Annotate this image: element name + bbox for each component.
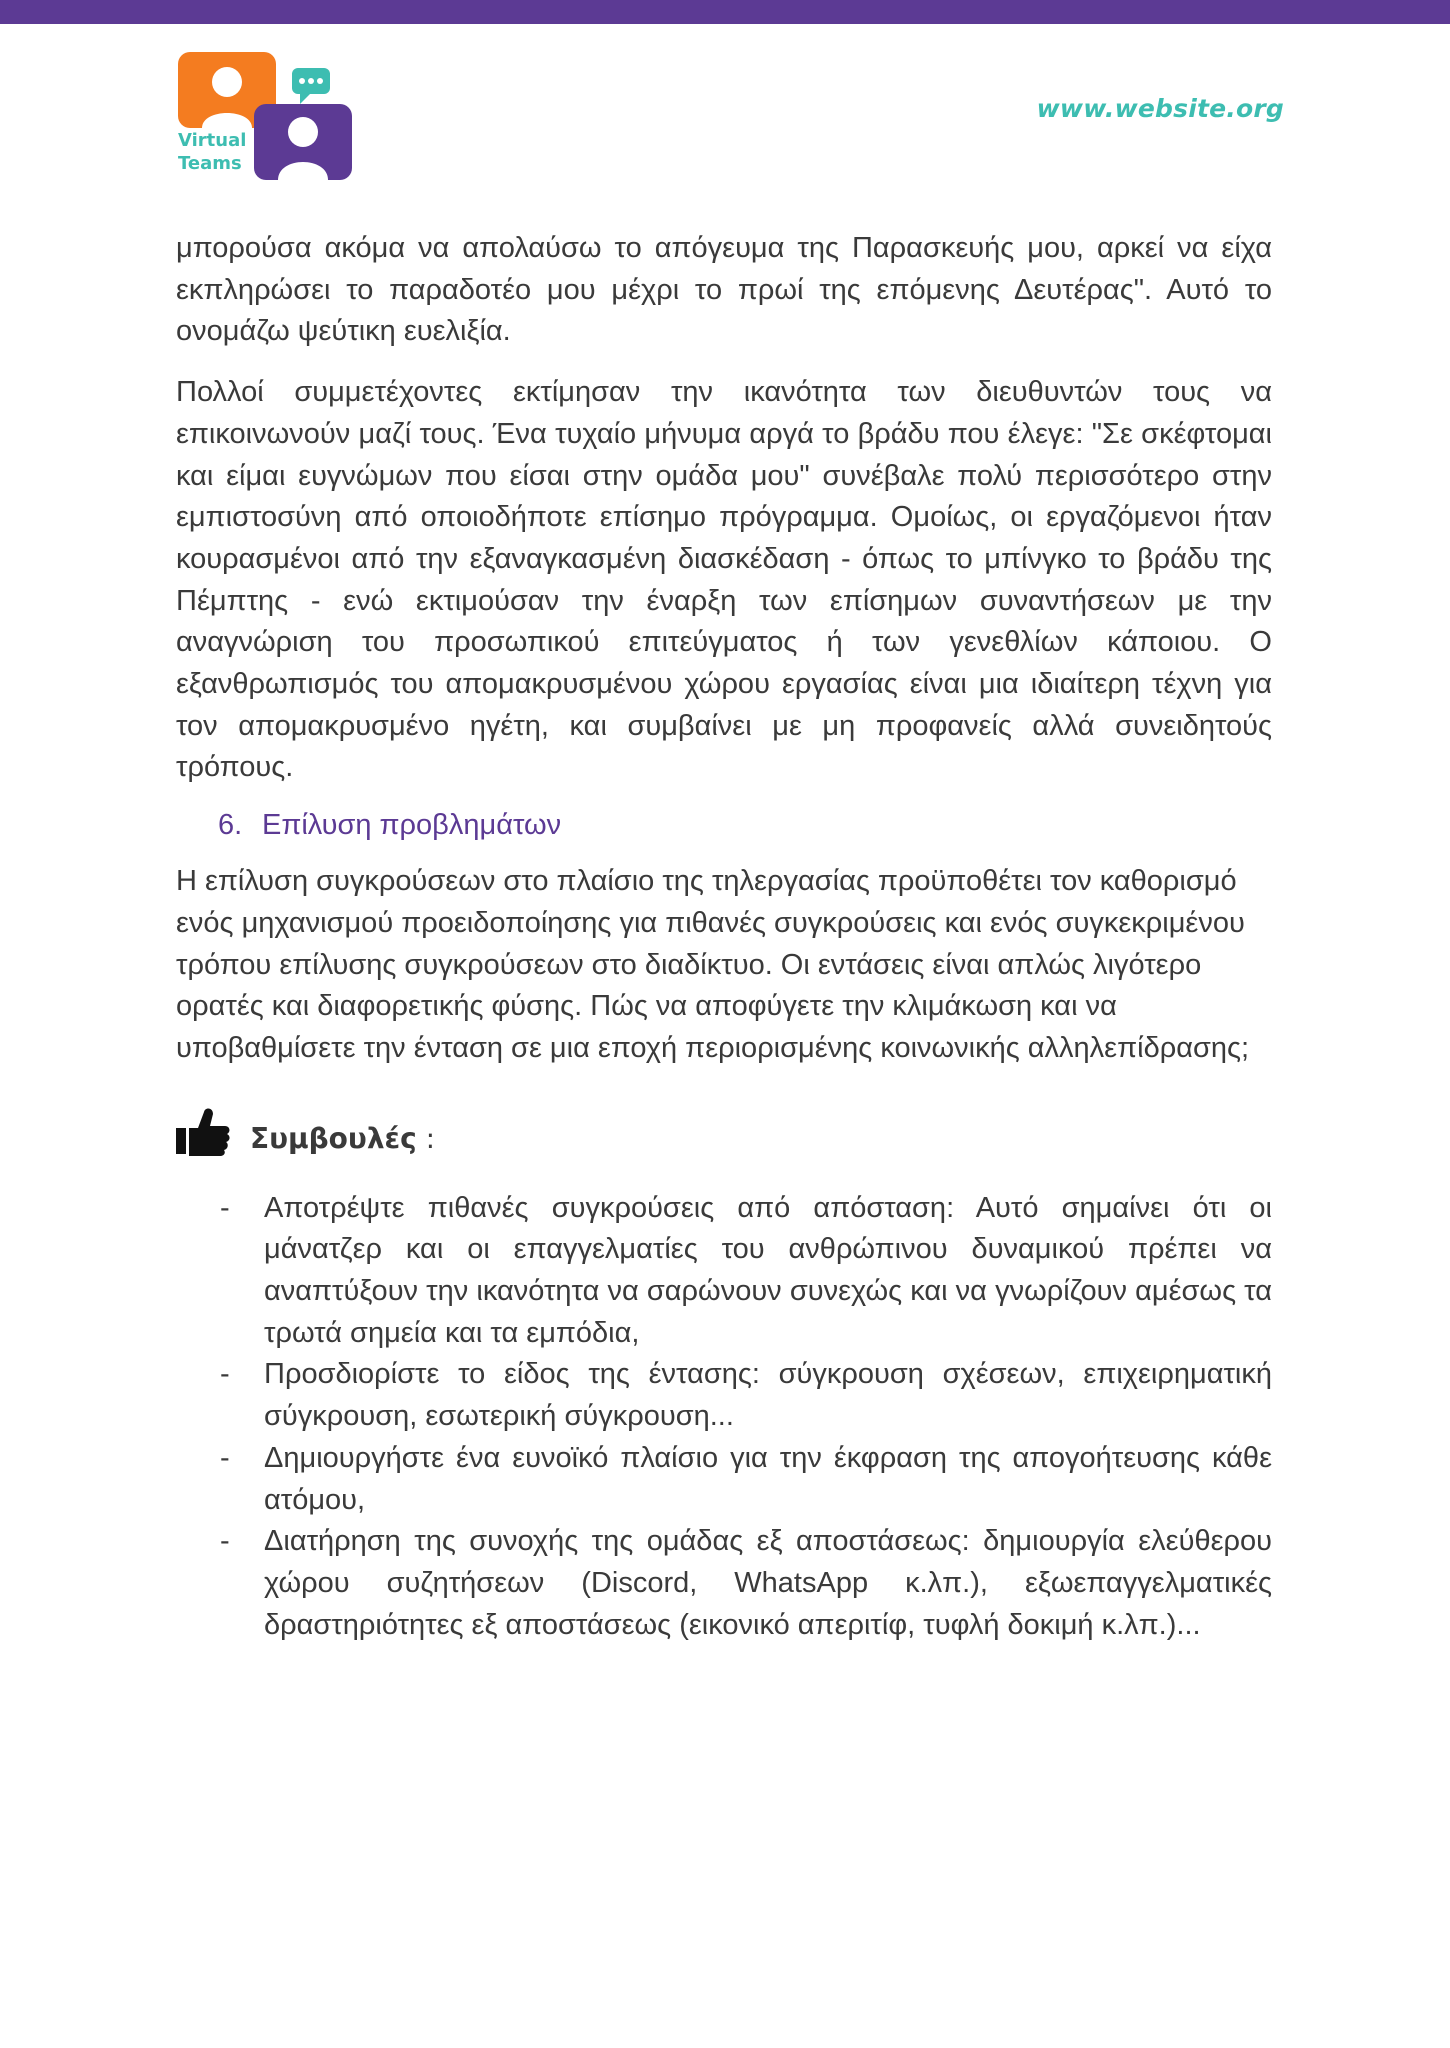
paragraph-conflict: Η επίλυση συγκρούσεων στο πλαίσιο της τηλεργασίας προϋποθέτει τον καθορισμό ενός μηχανισμού προειδοποίησης για πιθανές συγκρούσεις και ενός συγκεκριμένου τρόπου επίλυσης συγκρούσεων στο διαδίκτυο. Οι εντάσεις είναι απλώς λιγότερο ορατές και διαφορετικής φύσης. Πώς να αποφύγετε την κλιμάκωση και να υποβαθμίσετε την ένταση σε μια εποχή περιορισμένης κοινωνικής αλληλεπίδρασης; [176, 865, 1250, 1064]
tips-list [176, 1188, 1272, 1647]
bullet-dash: - [220, 1441, 230, 1474]
list-item [176, 1521, 1272, 1646]
list-item [176, 1354, 1272, 1437]
top-accent-bar [0, 0, 1450, 24]
tips-header [176, 1106, 1272, 1164]
thumbs-up-icon [176, 1106, 230, 1158]
list-item-text: Δημιουργήστε ένα ευνοϊκό πλαίσιο για την έκφραση της απογοήτευσης κάθε ατόμου, [264, 1441, 1272, 1516]
tips-label-colon: : [416, 1121, 436, 1155]
paragraph-intro: μπορούσα ακόμα να απολαύσω το απόγευμα της Παρασκευής μου, αρκεί να είχα εκπληρώσει το παραδοτέο μου μέχρι το πρωί της επόμενης Δευτέρας". Αυτό το ονομάζω ψεύτικη ευελιξία. [176, 232, 1272, 348]
website-url[interactable]: www.website.org [1036, 94, 1284, 123]
list-item-text: Προσδιορίστε το είδος της έντασης: σύγκρουση σχέσεων, επιχειρηματική σύγκρουση, εσωτερική σύγκρουση... [264, 1358, 1272, 1433]
section-number: 6. [218, 809, 243, 842]
tips-label [250, 1122, 435, 1155]
logo-text-teams: Teams [178, 153, 242, 174]
tips-label-text: Συμβουλές [250, 1121, 417, 1155]
list-item-text: Διατήρηση της συνοχής της ομάδας εξ αποστάσεως: δημιουργία ελεύθερου χώρου συζητήσεων (Discord, WhatsApp κ.λπ.), εξωεπαγγελματικές δραστηριότητες εξ αποστάσεως (εικονικό απεριτίφ, τυφλή δοκιμή κ.λπ.)... [264, 1525, 1272, 1641]
virtual-teams-logo [176, 52, 356, 182]
logo-text-virtual: Virtual [178, 130, 247, 151]
bullet-dash: - [220, 1191, 230, 1224]
bullet-dash: - [220, 1358, 230, 1391]
list-item [176, 1188, 1272, 1355]
list-item [176, 1438, 1272, 1521]
section-heading [218, 803, 1272, 847]
section-title: Επίλυση προβλημάτων [262, 809, 562, 842]
list-item-text: Αποτρέψτε πιθανές συγκρούσεις από απόσταση: Αυτό σημαίνει ότι οι μάνατζερ και οι επαγγελματίες του ανθρώπινου δυναμικού πρέπει να αναπτύξουν την ικανότητα να σαρώνουν συνεχώς και να γνωρίζουν αμέσως τα τρωτά σημεία και τα εμπόδια, [264, 1191, 1272, 1349]
bullet-dash: - [220, 1525, 230, 1558]
paragraph-managers: Πολλοί συμμετέχοντες εκτίμησαν την ικανότητα των διευθυντών τους να επικοινωνούν μαζί τους. Ένα τυχαίο μήνυμα αργά το βράδυ που έλεγε: "Σε σκέφτομαι και είμαι ευγνώμων που είσαι στην ομάδα μου" συνέβαλε πολύ περισσότερο στην εμπιστοσύνη από οποιοδήποτε επίσημο πρόγραμμα. Ομοίως, οι εργαζόμενοι ήταν κουρασμένοι από την εξαναγκασμένη διασκέδαση - όπως το μπίνγκο το βράδυ της Πέμπτης - ενώ εκτιμούσαν την έναρξη των επίσημων συναντήσεων με την αναγνώριση του προσωπικού επιτεύγματος ή των γενεθλίων κάποιου. Ο εξανθρωπισμός του απομακρυσμένου χώρου εργασίας είναι μια ιδιαίτερη τέχνη για τον απομακρυσμένο ηγέτη, και συμβαίνει με μη προφανείς αλλά συνειδητούς τρόπους. [176, 376, 1272, 784]
document-body [176, 228, 1272, 1646]
